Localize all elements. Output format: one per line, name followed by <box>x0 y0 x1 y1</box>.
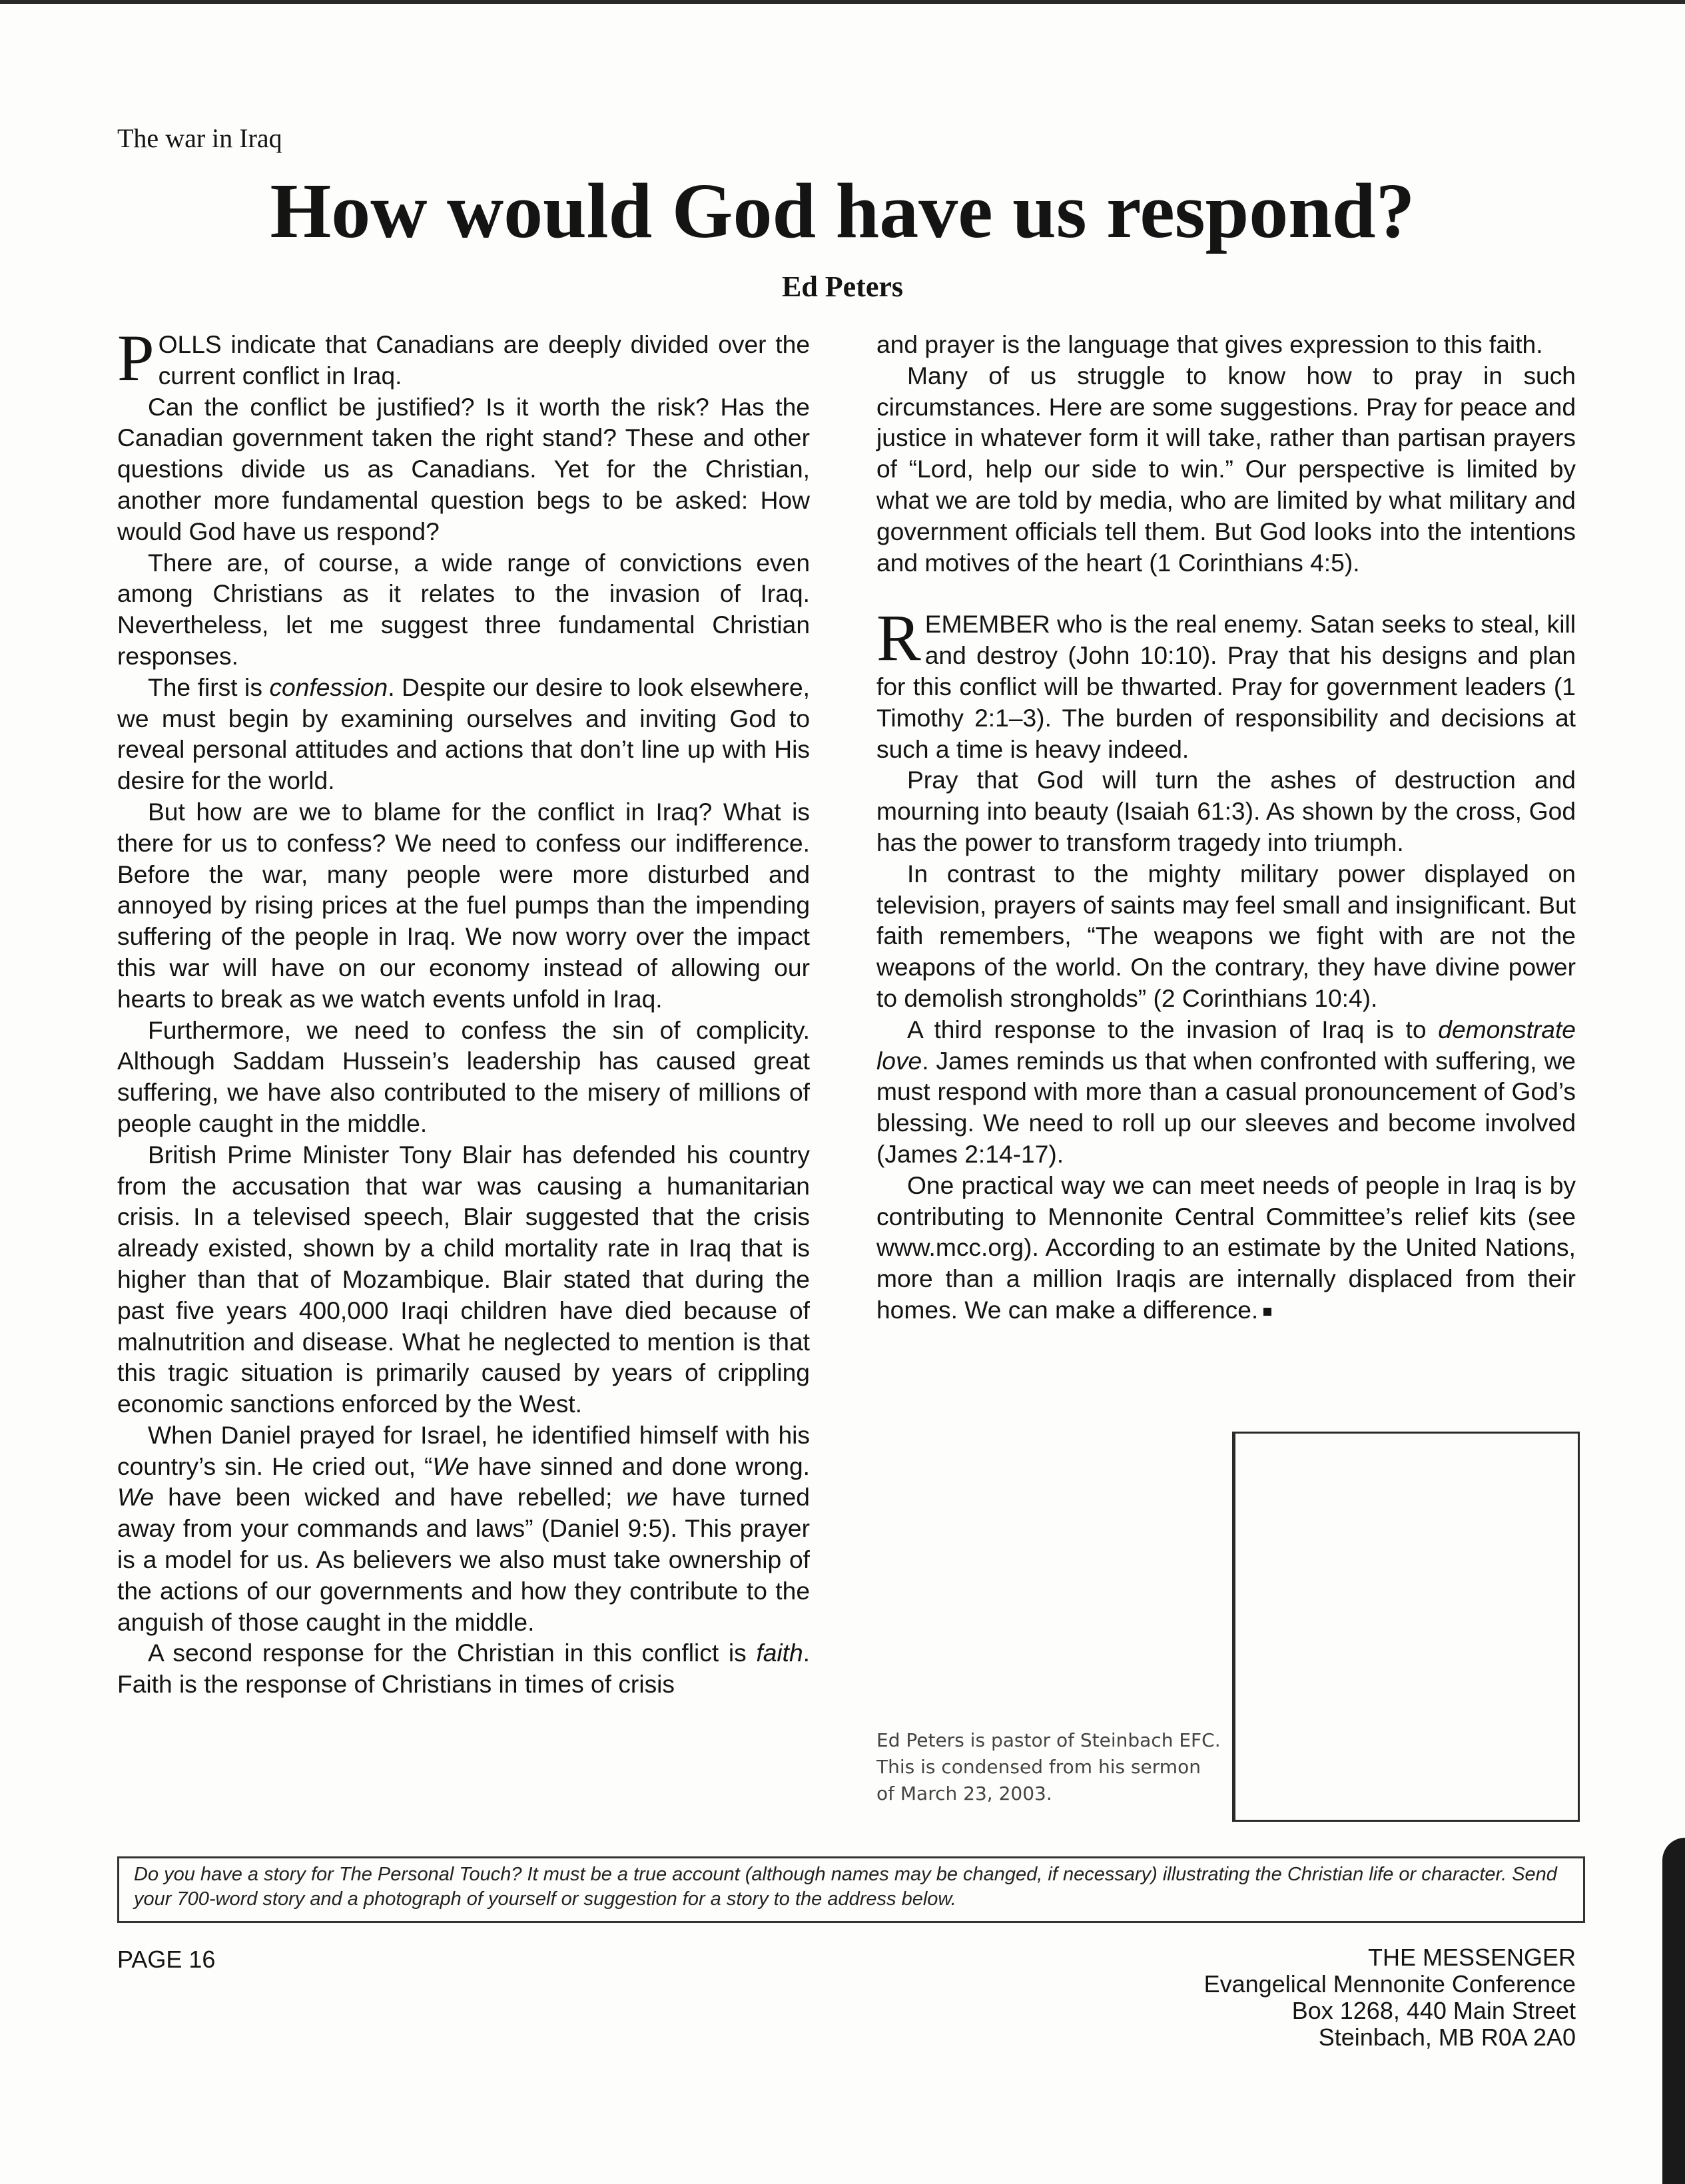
address-line: Box 1268, 440 Main Street <box>1291 1997 1576 2024</box>
paragraph-text: EMEMBER who is the real enemy. Satan seeks to steal, kill and destroy (John 10:10). Pray that his designs and plan for this conflict will be thwarted. Pray for government leaders (1 Timothy 2:1–3). The burden of responsibility and decisions at such a time is heavy indeed. <box>876 610 1576 763</box>
paragraph: Many of us struggle to know how to pray in such circumstances. Here are some suggestions. Pray for peace and justice in whatever form it will take, rather than partisan prayers of “Lord, help our side to win.” Our perspective is limited by what we are told by media, who are limited by what military and government officials tell them. But God looks into the intentions and motives of the heart (1 Corinthians 4:5). <box>876 361 1576 577</box>
text-run: The first is <box>148 673 270 701</box>
paragraph: Can the conflict be justified? Is it worth the risk? Has the Canadian government taken the right stand? These and other questions divide us as Canadians. Yet for the Christian, another more fundamental question begs to be asked: How would God have us respond? <box>117 392 810 545</box>
article-title: How would God have us respond? <box>270 167 1415 254</box>
paragraph <box>117 1637 810 1700</box>
paragraph: British Prime Minister Tony Blair has defended his country from the accusation that war was causing a humanitarian crisis. In a televised speech, Blair suggested that the crisis already existed, shown by a child mortality rate in Iraq that is higher than that of Mozambique. Blair stated that during the past five years 400,000 Iraqi children have died because of malnutrition and disease. What he neglected to mention is that this tragic situation is primarily caused by years of crippling economic sanctions enforced by the West. <box>117 1140 810 1418</box>
address-line: Evangelical Mennonite Conference <box>1203 1970 1576 1998</box>
drop-cap: P <box>117 321 155 395</box>
right-column <box>876 329 1576 1326</box>
author-caption: Ed Peters is pastor of Steinbach EFC. This is condensed from his sermon of March 23, 2003. <box>876 1729 1221 1804</box>
author-photo-placeholder <box>1232 1432 1580 1822</box>
emphasis: confession <box>269 673 388 701</box>
address-line: THE MESSENGER <box>1367 1944 1576 1971</box>
emphasis: demonstrate love <box>876 1015 1576 1075</box>
paragraph: Furthermore, we need to confess the sin of complicity. Although Saddam Hussein’s leadership has caused great suffering, we have also contributed to the misery of millions of people caught in the middle. <box>117 1015 810 1137</box>
paragraph <box>876 1170 1576 1326</box>
page-number: PAGE 16 <box>117 1946 216 1973</box>
publisher-address <box>1204 1944 1576 2051</box>
scan-edge-top <box>0 0 1685 4</box>
paragraph <box>117 1420 810 1638</box>
end-mark-icon <box>1263 1308 1271 1316</box>
drop-cap: R <box>876 601 921 675</box>
paragraph: There are, of course, a wide range of convictions even among Christians as it relates to the invasion of Iraq. Nevertheless, let me suggest three fundamental Christian responses. <box>117 548 810 670</box>
paragraph: Pray that God will turn the ashes of destruction and mourning into beauty (Isaiah 61:3). As shown by the cross, God has the power to transform tragedy into triumph. <box>876 766 1576 856</box>
paragraph: But how are we to blame for the conflict in Iraq? What is there for us to confess? We need to confess our indifference. Before the war, many people were more disturbed and annoyed by rising prices at the fuel pumps than the impending suffering of the people in Iraq. We now worry over the impact this war will have on our economy instead of allowing our hearts to break as we watch events unfold in Iraq. <box>117 797 810 1013</box>
emphasis: we <box>626 1483 658 1511</box>
paragraph: and prayer is the language that gives expression to this faith. <box>876 330 1543 358</box>
text-run: have turned away from your commands and laws” (Daniel 9:5). This prayer is a model for us. As believers we also must take ownership of the actions of our governments and how they contribute to the anguish of those caught in the middle. <box>117 1483 810 1636</box>
story-submission-notice: Do you have a story for The Personal Touch? It must be a true account (although names may be changed, if necessary) illustrating the Christian life or character. Send your 700-word story and a photograph of yourself or suggestion for a story to the address below. <box>117 1856 1585 1923</box>
text-run: . Despite our desire to look elsewhere, we must begin by examining ourselves and inviting God to reveal personal attitudes and actions that don’t line up with His desire for the world. <box>117 673 810 795</box>
paragraph <box>876 1014 1576 1170</box>
text-run: One practical way we can meet needs of people in Iraq is by contributing to Mennonite Central Committee’s relief kits (see www.mcc.org). According to an estimate by the United Nations, more than a million Iraqis are internally displaced from their homes. We can make a difference. <box>876 1171 1576 1324</box>
section-kicker: The war in Iraq <box>117 123 282 153</box>
emphasis: We <box>117 1483 155 1511</box>
scan-edge-right <box>1662 1838 1685 2184</box>
text-run: have sinned and done wrong. <box>469 1452 810 1480</box>
text-run: have been wicked and have rebelled; <box>154 1483 627 1511</box>
text-run: A third response to the invasion of Iraq is to <box>907 1015 1439 1043</box>
paragraph <box>117 672 810 796</box>
text-run: . James reminds us that when confronted with suffering, we must respond with more than a casual pronouncement of God’s blessing. We need to roll up our sleeves and become involved (James 2:14-17). <box>876 1046 1576 1168</box>
text-run: When Daniel prayed for Israel, he identified himself with his country’s sin. He cried out, “ <box>117 1420 810 1480</box>
paragraph <box>876 601 1576 764</box>
emphasis: faith <box>756 1639 803 1667</box>
address-line: Steinbach, MB R0A 2A0 <box>1318 2024 1576 2051</box>
text-run: A second response for the Christian in this conflict is <box>148 1639 757 1667</box>
emphasis: We <box>432 1452 470 1480</box>
left-column <box>117 321 810 1700</box>
paragraph: In contrast to the mighty military power displayed on television, prayers of saints may feel small and insignificant. But faith remembers, “The weapons we fight with are not the weapons of the world. On the contrary, they have divine power to demolish strongholds” (2 Corinthians 10:4). <box>876 859 1576 1012</box>
article-byline: Ed Peters <box>781 270 904 303</box>
paragraph <box>117 321 810 395</box>
paragraph-text: OLLS indicate that Canadians are deeply divided over the current conflict in Iraq. <box>158 330 810 390</box>
text-run: . Faith is the response of Christians in times of crisis <box>117 1639 810 1699</box>
